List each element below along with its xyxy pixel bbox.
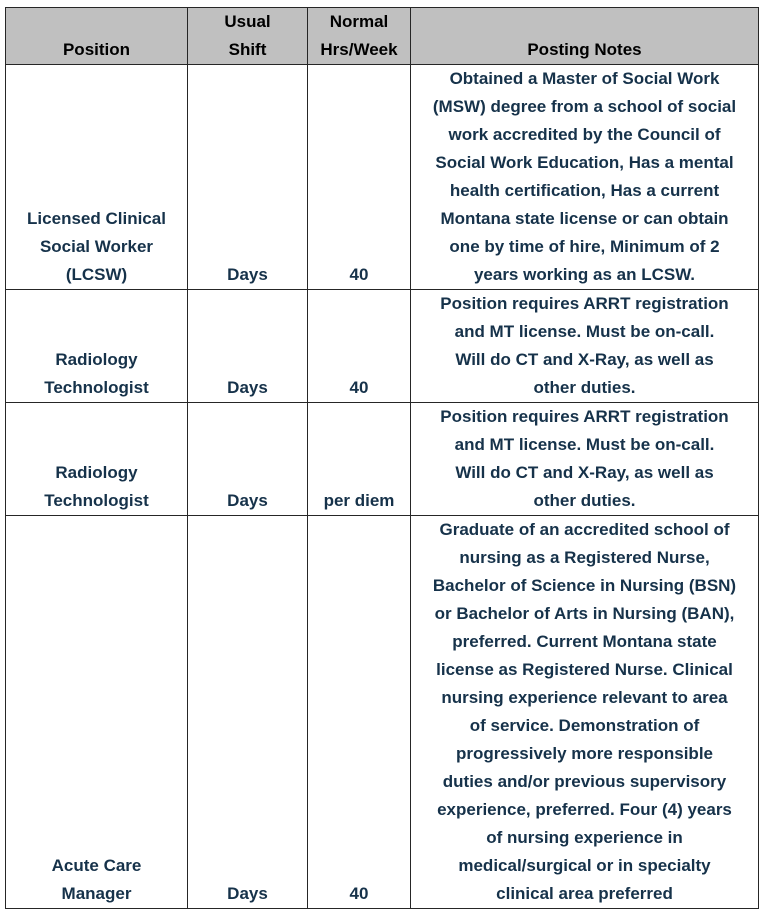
notes-cell-line: Social Work Education, Has a mental <box>435 153 734 172</box>
hours-cell <box>308 403 411 516</box>
hours-cell <box>308 516 411 909</box>
notes-cell-line: of nursing experience in <box>486 828 683 847</box>
position-cell <box>6 403 188 516</box>
notes-cell-line: Graduate of an accredited school of <box>439 520 730 539</box>
table-row <box>6 65 759 290</box>
notes-cell <box>411 516 759 909</box>
shift-value: Days <box>227 378 268 397</box>
table-row <box>6 290 759 403</box>
header-shift-line: Usual <box>224 12 271 31</box>
notes-cell-line: Position requires ARRT registration <box>440 294 729 313</box>
notes-cell-line: duties and/or previous supervisory <box>442 772 727 791</box>
table-row <box>6 403 759 516</box>
notes-cell-line: work accredited by the Council of <box>448 125 721 144</box>
header-normal-hours <box>308 8 411 65</box>
header-hours-line: Normal <box>329 12 389 31</box>
notes-cell-line: years working as an LCSW. <box>473 265 696 284</box>
header-hours-line: Hrs/Week <box>320 40 398 59</box>
notes-cell-line: Position requires ARRT registration <box>440 407 729 426</box>
table-row <box>6 516 759 909</box>
shift-value: Days <box>227 265 268 284</box>
shift-value: Days <box>227 884 268 903</box>
position-cell <box>6 65 188 290</box>
shift-cell <box>188 403 308 516</box>
header-position-label: Position <box>62 40 131 59</box>
notes-cell-line: progressively more responsible <box>456 744 713 763</box>
job-postings-table <box>5 7 759 909</box>
notes-cell-line: nursing experience relevant to area <box>441 688 728 707</box>
header-shift-line: Shift <box>228 40 267 59</box>
notes-cell-line: nursing as a Registered Nurse, <box>459 548 710 567</box>
notes-cell-line: other duties. <box>533 378 636 397</box>
shift-cell <box>188 516 308 909</box>
position-cell-line: Manager <box>61 884 132 903</box>
notes-cell-line: and MT license. Must be on-call. <box>454 435 715 454</box>
notes-cell <box>411 403 759 516</box>
notes-cell-line: license as Registered Nurse. Clinical <box>436 660 733 679</box>
hours-value: 40 <box>349 265 369 284</box>
notes-cell-line: and MT license. Must be on-call. <box>454 322 715 341</box>
notes-cell-line: health certification, Has a current <box>449 181 720 200</box>
postings-body <box>6 65 759 909</box>
hours-cell <box>308 65 411 290</box>
notes-cell-line: Will do CT and X-Ray, as well as <box>455 463 714 482</box>
header-posting-notes <box>411 8 759 65</box>
notes-cell-line: Bachelor of Science in Nursing (BSN) <box>432 576 737 595</box>
hours-value: per diem <box>323 491 395 510</box>
position-cell-line: Radiology <box>55 350 138 369</box>
hours-value: 40 <box>349 378 369 397</box>
notes-cell-line: Montana state license or can obtain <box>440 209 729 228</box>
position-cell-line: Licensed Clinical <box>27 209 166 228</box>
notes-cell-line: experience, preferred. Four (4) years <box>437 800 732 819</box>
header-position <box>6 8 188 65</box>
position-cell-line: Technologist <box>44 378 149 397</box>
notes-cell-line: other duties. <box>533 491 636 510</box>
position-cell-line: Acute Care <box>51 856 142 875</box>
notes-cell-line: Will do CT and X-Ray, as well as <box>455 350 714 369</box>
notes-cell-line: Obtained a Master of Social Work <box>449 69 720 88</box>
position-cell <box>6 516 188 909</box>
header-notes-label: Posting Notes <box>527 40 642 59</box>
notes-cell-line: or Bachelor of Arts in Nursing (BAN), <box>434 604 735 623</box>
position-cell <box>6 290 188 403</box>
position-cell-line: (LCSW) <box>65 265 128 284</box>
notes-cell-line: medical/surgical or in specialty <box>458 856 711 875</box>
shift-cell <box>188 290 308 403</box>
notes-cell-line: clinical area preferred <box>496 884 673 903</box>
header-usual-shift <box>188 8 308 65</box>
notes-cell <box>411 65 759 290</box>
header-row <box>6 8 759 65</box>
notes-cell-line: (MSW) degree from a school of social <box>432 97 737 116</box>
hours-value: 40 <box>349 884 369 903</box>
notes-cell-line: one by time of hire, Minimum of 2 <box>449 237 720 256</box>
notes-cell-line: of service. Demonstration of <box>469 716 700 735</box>
hours-cell <box>308 290 411 403</box>
shift-cell <box>188 65 308 290</box>
notes-cell <box>411 290 759 403</box>
position-cell-line: Radiology <box>55 463 138 482</box>
shift-value: Days <box>227 491 268 510</box>
position-cell-line: Technologist <box>44 491 149 510</box>
position-cell-line: Social Worker <box>39 237 154 256</box>
notes-cell-line: preferred. Current Montana state <box>452 632 717 651</box>
